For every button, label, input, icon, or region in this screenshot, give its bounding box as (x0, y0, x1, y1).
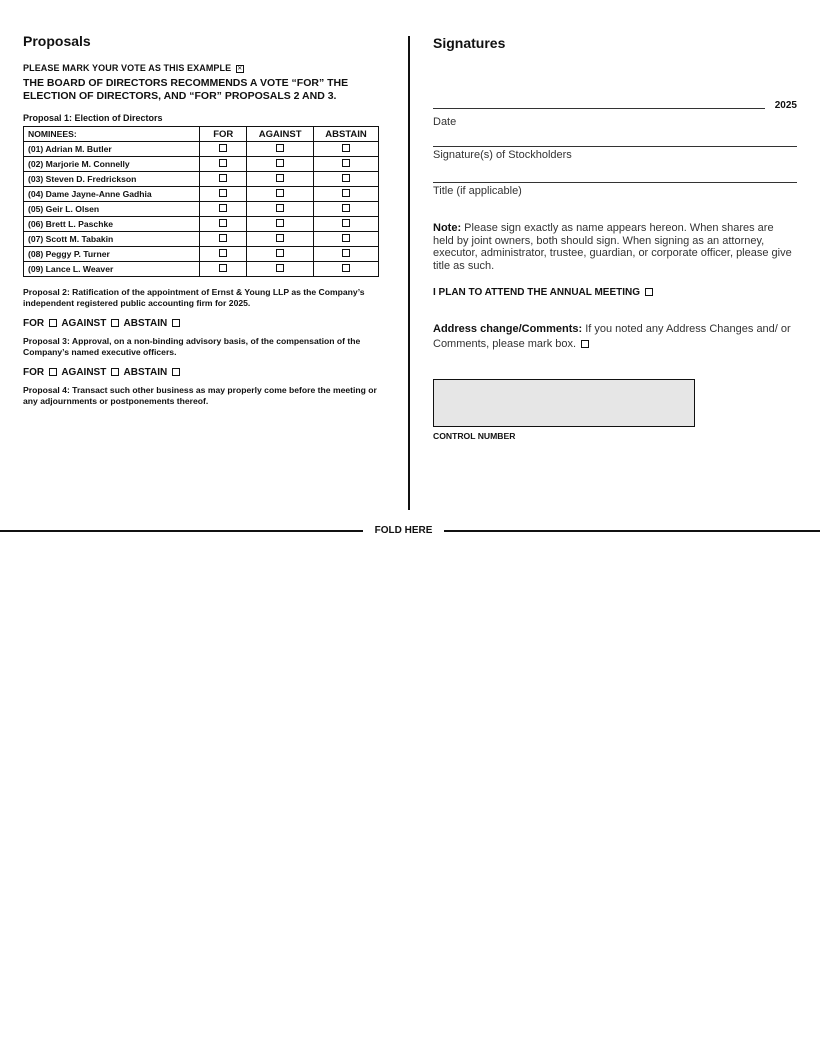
address-change-checkbox[interactable] (581, 340, 589, 348)
nominee-abstain-cell (314, 157, 379, 172)
nominee-name: (02) Marjorie M. Connelly (24, 157, 200, 172)
proposal3-options (23, 366, 379, 379)
address-bold: Address change/Comments: (433, 323, 583, 335)
nominee-abstain-cell (314, 187, 379, 202)
nominee-row (24, 187, 379, 202)
nominee-against-cell (247, 142, 314, 157)
board-recommendation: THE BOARD OF DIRECTORS RECOMMENDS A VOTE “FOR” THE ELECTION OF DIRECTORS, AND “FOR” PROPOSALS 2 AND 3. (23, 77, 349, 102)
nominee-against-checkbox[interactable] (276, 189, 284, 197)
date-signature-line[interactable] (433, 108, 765, 109)
proposal2-abstain-checkbox[interactable] (172, 319, 180, 327)
proposal3-text: Proposal 3: Approval, on a non-binding advisory basis, of the compensation of the Company’s named executive officers. (23, 336, 361, 357)
nominee-row (24, 202, 379, 217)
note-text: Please sign exactly as name appears hereon. When shares are held by joint owners, both should sign. When signing as an attorney, executor, administrator, trustee, guardian, or corporate officer, please give title as such. (433, 222, 792, 272)
stockholder-signature-line[interactable] (433, 146, 797, 147)
nominee-for-cell (200, 262, 247, 277)
nominee-abstain-checkbox[interactable] (342, 174, 350, 182)
attend-label: I PLAN TO ATTEND THE ANNUAL MEETING (433, 287, 641, 298)
nominee-for-cell (200, 202, 247, 217)
nominee-abstain-cell (314, 247, 379, 262)
nominee-row (24, 247, 379, 262)
proposal3-for-checkbox[interactable] (49, 368, 57, 376)
nominee-abstain-cell (314, 142, 379, 157)
nominee-against-checkbox[interactable] (276, 174, 284, 182)
table-header-row (24, 127, 379, 142)
nominee-vote-table (23, 126, 379, 277)
proposal3-against-label: AGAINST (61, 367, 107, 378)
nominee-row (24, 232, 379, 247)
nominee-against-checkbox[interactable] (276, 144, 284, 152)
nominee-against-checkbox[interactable] (276, 204, 284, 212)
nominee-against-checkbox[interactable] (276, 264, 284, 272)
nominee-row (24, 262, 379, 277)
proposal2-for-checkbox[interactable] (49, 319, 57, 327)
nominee-row (24, 157, 379, 172)
nominee-for-cell (200, 247, 247, 262)
proposal3-abstain-checkbox[interactable] (172, 368, 180, 376)
proposal2-against-checkbox[interactable] (111, 319, 119, 327)
fold-rule-left (0, 530, 363, 532)
nominee-for-checkbox[interactable] (219, 144, 227, 152)
nominee-name: (07) Scott M. Tabakin (24, 232, 200, 247)
nominee-for-checkbox[interactable] (219, 219, 227, 227)
fold-label: FOLD HERE (374, 525, 433, 536)
year-label: 2025 (774, 100, 797, 111)
nominee-abstain-cell (314, 262, 379, 277)
nominee-for-cell (200, 217, 247, 232)
proposal2-text: Proposal 2: Ratification of the appointment of Ernst & Young LLP as the Company’s independent registered public accounting firm for 2025. (23, 287, 365, 308)
nominee-abstain-checkbox[interactable] (342, 159, 350, 167)
proposal3-against-checkbox[interactable] (111, 368, 119, 376)
nominee-abstain-checkbox[interactable] (342, 249, 350, 257)
fold-rule-right (444, 530, 820, 532)
nominee-name: (08) Peggy P. Turner (24, 247, 200, 262)
nominee-abstain-cell (314, 202, 379, 217)
col-header-abstain: ABSTAIN (314, 127, 379, 142)
nominee-against-cell (247, 157, 314, 172)
proposal1-label: Proposal 1: Election of Directors (23, 113, 163, 123)
title-label: Title (if applicable) (433, 185, 522, 197)
title-signature-line[interactable] (433, 182, 797, 183)
proposal2-against-label: AGAINST (61, 318, 107, 329)
nominee-against-checkbox[interactable] (276, 159, 284, 167)
mark-instruction-row (23, 63, 379, 73)
nominee-for-cell (200, 232, 247, 247)
attend-checkbox[interactable] (645, 288, 653, 296)
signing-note (433, 222, 797, 272)
signatures-section (433, 30, 797, 441)
proposal2-for-label: FOR (23, 318, 45, 329)
nominee-name: (04) Dame Jayne-Anne Gadhia (24, 187, 200, 202)
nominee-abstain-checkbox[interactable] (342, 264, 350, 272)
nominee-for-checkbox[interactable] (219, 234, 227, 242)
nominee-against-cell (247, 262, 314, 277)
proposal3-for-label: FOR (23, 367, 45, 378)
nominee-against-cell (247, 247, 314, 262)
proposal4-text: Proposal 4: Transact such other business as may properly come before the meeting or any adjournments or postponements thereof. (23, 385, 377, 406)
nominee-name: (06) Brett L. Paschke (24, 217, 200, 232)
proposal2-abstain-label: ABSTAIN (123, 318, 168, 329)
column-divider (408, 36, 410, 510)
nominee-abstain-checkbox[interactable] (342, 204, 350, 212)
control-number-label: CONTROL NUMBER (433, 431, 516, 441)
nominee-for-checkbox[interactable] (219, 264, 227, 272)
nominee-against-checkbox[interactable] (276, 249, 284, 257)
example-checked-box-icon: ✕ (237, 65, 243, 72)
signatures-title: Signatures (433, 35, 506, 51)
nominee-against-cell (247, 202, 314, 217)
nominee-row (24, 142, 379, 157)
nominee-abstain-cell (314, 232, 379, 247)
address-text: If you noted any Address Changes and/ or Comments, please mark box. (433, 323, 791, 350)
nominee-against-cell (247, 217, 314, 232)
address-change-row (433, 322, 797, 352)
nominee-name: (01) Adrian M. Butler (24, 142, 200, 157)
col-header-against: AGAINST (247, 127, 314, 142)
col-header-nominees: NOMINEES: (24, 127, 200, 142)
date-line-row (433, 100, 797, 114)
nominee-for-cell (200, 142, 247, 157)
mark-instruction: PLEASE MARK YOUR VOTE AS THIS EXAMPLE (23, 63, 232, 73)
signature-label: Signature(s) of Stockholders (433, 149, 572, 161)
nominee-for-cell (200, 187, 247, 202)
nominee-for-checkbox[interactable] (219, 174, 227, 182)
col-header-for: FOR (200, 127, 247, 142)
nominee-abstain-checkbox[interactable] (342, 144, 350, 152)
nominee-abstain-checkbox[interactable] (342, 234, 350, 242)
nominee-against-checkbox[interactable] (276, 219, 284, 227)
nominee-against-cell (247, 187, 314, 202)
nominee-for-cell (200, 172, 247, 187)
fold-line (0, 524, 820, 538)
nominee-for-checkbox[interactable] (219, 204, 227, 212)
nominee-for-cell (200, 157, 247, 172)
proposals-title: Proposals (23, 33, 91, 49)
nominee-row (24, 217, 379, 232)
nominee-against-checkbox[interactable] (276, 234, 284, 242)
attend-row (433, 287, 797, 298)
nominee-abstain-checkbox[interactable] (342, 219, 350, 227)
nominee-abstain-checkbox[interactable] (342, 189, 350, 197)
date-label: Date (433, 116, 457, 128)
nominee-for-checkbox[interactable] (219, 159, 227, 167)
proposals-section (23, 30, 379, 407)
control-number-box (433, 379, 695, 427)
nominee-row (24, 172, 379, 187)
proposal3-abstain-label: ABSTAIN (123, 367, 168, 378)
nominee-for-checkbox[interactable] (219, 189, 227, 197)
nominee-name: (05) Geir L. Olsen (24, 202, 200, 217)
nominee-name: (03) Steven D. Fredrickson (24, 172, 200, 187)
note-bold: Note: (433, 222, 462, 234)
proposal2-options (23, 317, 379, 330)
nominee-abstain-cell (314, 172, 379, 187)
nominee-for-checkbox[interactable] (219, 249, 227, 257)
nominee-against-cell (247, 232, 314, 247)
nominee-abstain-cell (314, 217, 379, 232)
nominee-against-cell (247, 172, 314, 187)
nominee-name: (09) Lance L. Weaver (24, 262, 200, 277)
